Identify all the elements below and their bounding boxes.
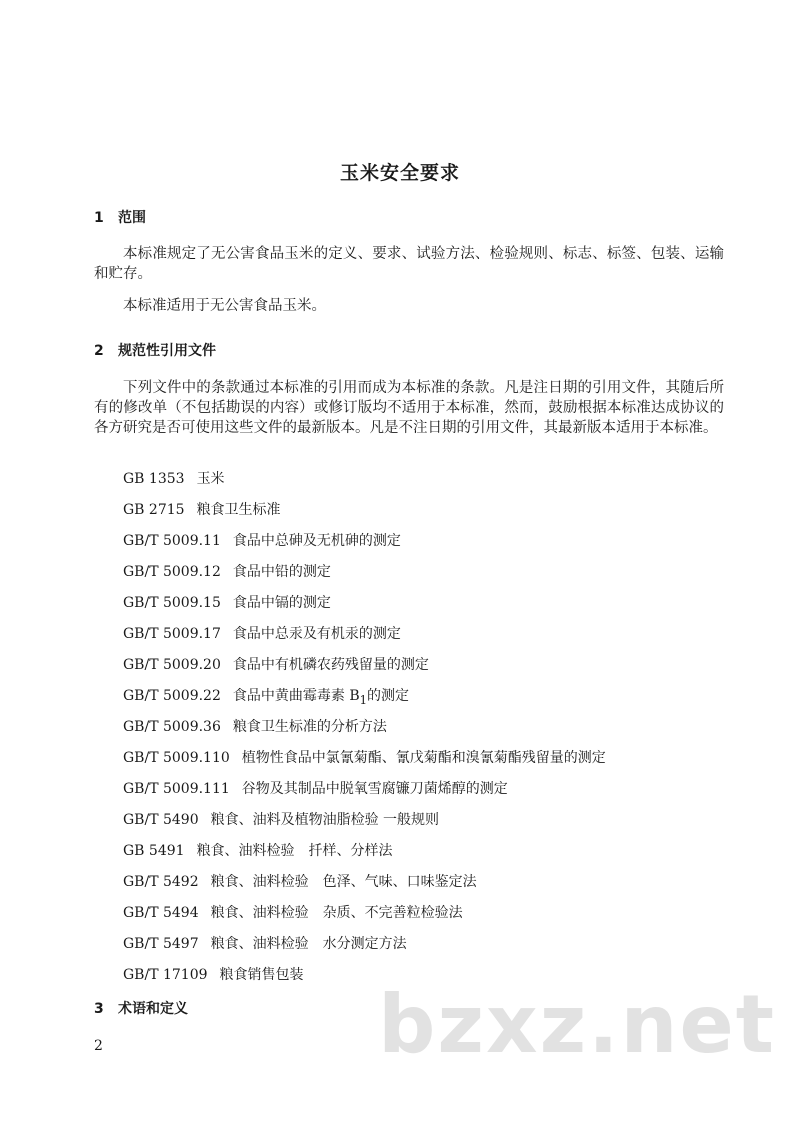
reference-title: 粮食、油料检验 色泽、气味、口味鉴定法 — [210, 874, 477, 890]
reference-code: GB/T 5009.36 — [123, 719, 221, 735]
reference-title: 植物性食品中氯氰菊酯、氰戊菊酯和溴氰菊酯残留量的测定 — [241, 750, 606, 766]
reference-title: 食品中总砷及无机砷的测定 — [232, 533, 401, 549]
reference-code: GB/T 5009.15 — [123, 595, 221, 611]
section-number: 3 — [94, 1001, 104, 1017]
reference-item — [123, 747, 606, 778]
reference-code: GB/T 5009.22 — [123, 688, 221, 704]
reference-code: GB/T 5497 — [123, 936, 199, 952]
paragraph-scope-definition: 本标准规定了无公害食品玉米的定义、要求、试验方法、检验规则、标志、标签、包装、运输和贮存。 — [94, 246, 724, 282]
reference-code: GB/T 5009.17 — [123, 626, 221, 642]
reference-title: 粮食、油料检验 水分测定方法 — [210, 936, 407, 952]
reference-item — [123, 840, 606, 871]
reference-code: GB/T 17109 — [123, 967, 208, 983]
reference-code: GB/T 5490 — [123, 812, 199, 828]
reference-item — [123, 623, 606, 654]
section-number: 2 — [94, 343, 104, 359]
reference-code: GB/T 5009.11 — [123, 533, 221, 549]
reference-code: GB/T 5009.12 — [123, 564, 221, 580]
section-title: 术语和定义 — [118, 1001, 188, 1017]
section-heading-1 — [94, 207, 146, 227]
page-title: 玉米安全要求 — [339, 162, 460, 184]
reference-item — [123, 933, 606, 964]
reference-title: 粮食、油料及植物油脂检验 一般规则 — [210, 812, 440, 828]
reference-title: 粮食销售包装 — [219, 967, 304, 983]
section-heading-2 — [94, 340, 216, 360]
section-number: 1 — [94, 210, 104, 226]
reference-code: GB 2715 — [123, 502, 185, 518]
section-title: 范围 — [118, 210, 146, 226]
reference-item — [123, 685, 606, 716]
reference-item — [123, 716, 606, 747]
section-heading-3 — [94, 998, 188, 1018]
reference-title-suffix: 的测定 — [367, 688, 410, 704]
reference-title: 粮食卫生标准的分析方法 — [232, 719, 387, 735]
paragraph-scope-applicability: 本标准适用于无公害食品玉米。 — [123, 298, 326, 314]
reference-code: GB/T 5494 — [123, 905, 199, 921]
reference-subscript-base: B — [349, 688, 360, 704]
reference-item — [123, 468, 606, 499]
reference-title: 谷物及其制品中脱氧雪腐镰刀菌烯醇的测定 — [241, 781, 508, 797]
reference-item — [123, 561, 606, 592]
reference-code: GB/T 5009.20 — [123, 657, 221, 673]
reference-title: 玉米 — [196, 471, 225, 487]
reference-title: 粮食、油料检验 杂质、不完善粒检验法 — [210, 905, 463, 921]
reference-item — [123, 809, 606, 840]
reference-title: 粮食卫生标准 — [196, 502, 281, 518]
reference-subscript: 1 — [359, 692, 368, 707]
reference-title: 食品中有机磷农药残留量的测定 — [232, 657, 429, 673]
reference-item — [123, 871, 606, 902]
reference-title: 食品中镉的测定 — [232, 595, 331, 611]
reference-title: 食品中总汞及有机汞的测定 — [232, 626, 401, 642]
reference-title: 食品中黄曲霉毒素 — [232, 688, 345, 704]
reference-title: 粮食、油料检验 扦样、分样法 — [196, 843, 393, 859]
reference-item — [123, 902, 606, 933]
reference-list — [123, 468, 606, 995]
reference-item — [123, 499, 606, 530]
section-title: 规范性引用文件 — [118, 343, 216, 359]
reference-code: GB 1353 — [123, 471, 185, 487]
reference-title: 食品中铅的测定 — [232, 564, 331, 580]
reference-item — [123, 778, 606, 809]
reference-code: GB/T 5009.110 — [123, 750, 230, 766]
reference-code: GB/T 5492 — [123, 874, 199, 890]
reference-code: GB/T 5009.111 — [123, 781, 230, 797]
reference-item — [123, 530, 606, 561]
page-number: 2 — [94, 1038, 103, 1054]
watermark-logo: bzxz.net — [378, 978, 776, 1071]
reference-item — [123, 654, 606, 685]
reference-item — [123, 592, 606, 623]
paragraph-normative-references: 下列文件中的条款通过本标准的引用而成为本标准的条款。凡是注日期的引用文件，其随后所有的修改单（不包括勘误的内容）或修订版均不适用于本标准，然而，鼓励根据本标准达成协议的各方研究是否可使用这些文件的最新版本。凡是不注日期的引用文件，其最新版本适用于本标准。 — [94, 380, 724, 436]
reference-code: GB 5491 — [123, 843, 185, 859]
